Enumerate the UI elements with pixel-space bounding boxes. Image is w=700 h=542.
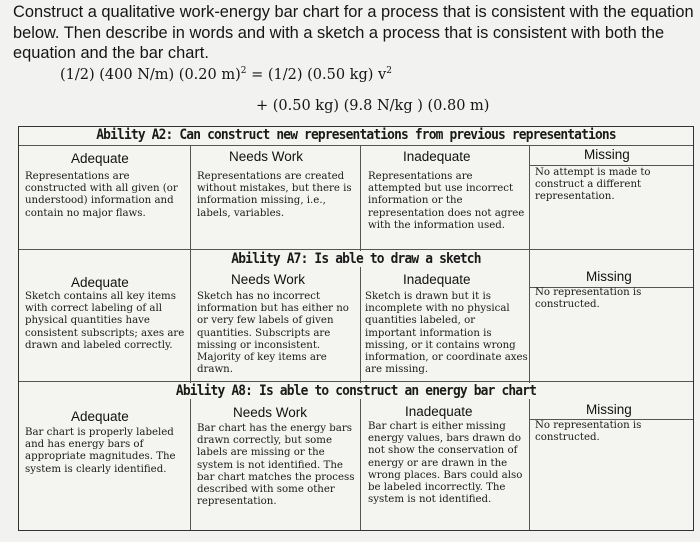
a2-missing-desc: No attempt is made to construct a different representation. <box>535 167 651 203</box>
a7-missing-desc: No representation is constructed. <box>535 287 642 311</box>
equation-lhs: (1/2) (400 N/m) (0.20 m) <box>60 67 241 83</box>
a8-adequate-desc: Bar chart is properly labeled and has energy bars of appropriate magnitudes. The system is clearly identified. <box>25 427 176 475</box>
level-inadequate: Inadequate <box>405 404 473 419</box>
level-missing: Missing <box>586 269 632 284</box>
section-title-a7 <box>46 251 666 267</box>
a8-needs-work-desc: Bar chart has the energy bars drawn correctly, but some labels are missing or the system is not identified. The bar chart matches the process described with some other representation. <box>197 423 355 508</box>
section-title-a7-text: Ability A7: Is able to draw a sketch <box>226 251 486 267</box>
column-divider <box>529 145 530 530</box>
column-divider <box>360 145 361 530</box>
equation-line-1 <box>60 67 392 83</box>
exponent-lhs: 2 <box>240 66 247 76</box>
rubric-table <box>18 126 694 531</box>
row-divider <box>19 145 693 146</box>
section-title-a2: Ability A2: Can construct new representations from previous representations <box>46 127 666 143</box>
a8-inadequate-desc: Bar chart is either missing energy values, bars drawn do not show the conservation of energy or are drawn in the wrong places. Bars could also be labeled incorrectly. The system is not identified. <box>368 421 523 506</box>
level-needs-work: Needs Work <box>231 272 306 287</box>
a7-inadequate-desc: Sketch is drawn but it is incomplete with no physical quantities labeled, or important information is missing, or it contains wrong information, or coordinate axes are missing. <box>365 291 528 376</box>
row-divider <box>530 165 693 166</box>
section-title-a8 <box>46 383 666 399</box>
a2-adequate-desc: Representations are constructed with all given (or understood) information and contain no major flaws. <box>25 171 178 219</box>
level-needs-work: Needs Work <box>233 405 308 420</box>
equation-line-2: + (0.50 kg) (9.8 N/kg ) (0.80 m) <box>256 98 490 114</box>
a7-needs-work-desc: Sketch has no incorrect information but has either no or very few labels of given quantities. Subscripts are missing or inconsistent. Majority of key items are drawn. <box>197 291 349 376</box>
section-title-a8-text: Ability A8: Is able to construct an energy bar chart <box>170 383 541 399</box>
a2-needs-work-desc: Representations are created without mistakes, but there is information missing, i.e., labels, variables. <box>197 171 352 219</box>
level-adequate: Adequate <box>71 151 129 166</box>
level-inadequate: Inadequate <box>403 149 471 164</box>
exponent-rhs: 2 <box>386 66 392 76</box>
a7-adequate-desc: Sketch contains all key items with correct labeling of all physical quantities have consistent subscripts; axes are drawn and labeled correctly. <box>25 291 185 351</box>
a2-inadequate-desc: Representations are attempted but use incorrect information or the representation does not agree with the information used. <box>368 171 525 231</box>
level-inadequate: Inadequate <box>403 272 471 287</box>
section-divider <box>19 381 693 382</box>
problem-statement: Construct a qualitative work-energy bar chart for a process that is consistent with the equation below. Then describe in words and with a sketch a process that is consistent with both the equation and the bar chart. <box>13 3 694 62</box>
level-missing: Missing <box>586 402 632 417</box>
a8-missing-desc: No representation is constructed. <box>535 420 642 444</box>
level-needs-work: Needs Work <box>229 149 304 164</box>
level-adequate: Adequate <box>71 275 129 290</box>
level-missing: Missing <box>584 147 630 162</box>
equation-rhs: = (1/2) (0.50 kg) v <box>246 67 387 83</box>
level-adequate: Adequate <box>71 409 129 424</box>
section-divider <box>19 249 693 250</box>
column-divider <box>190 145 191 530</box>
